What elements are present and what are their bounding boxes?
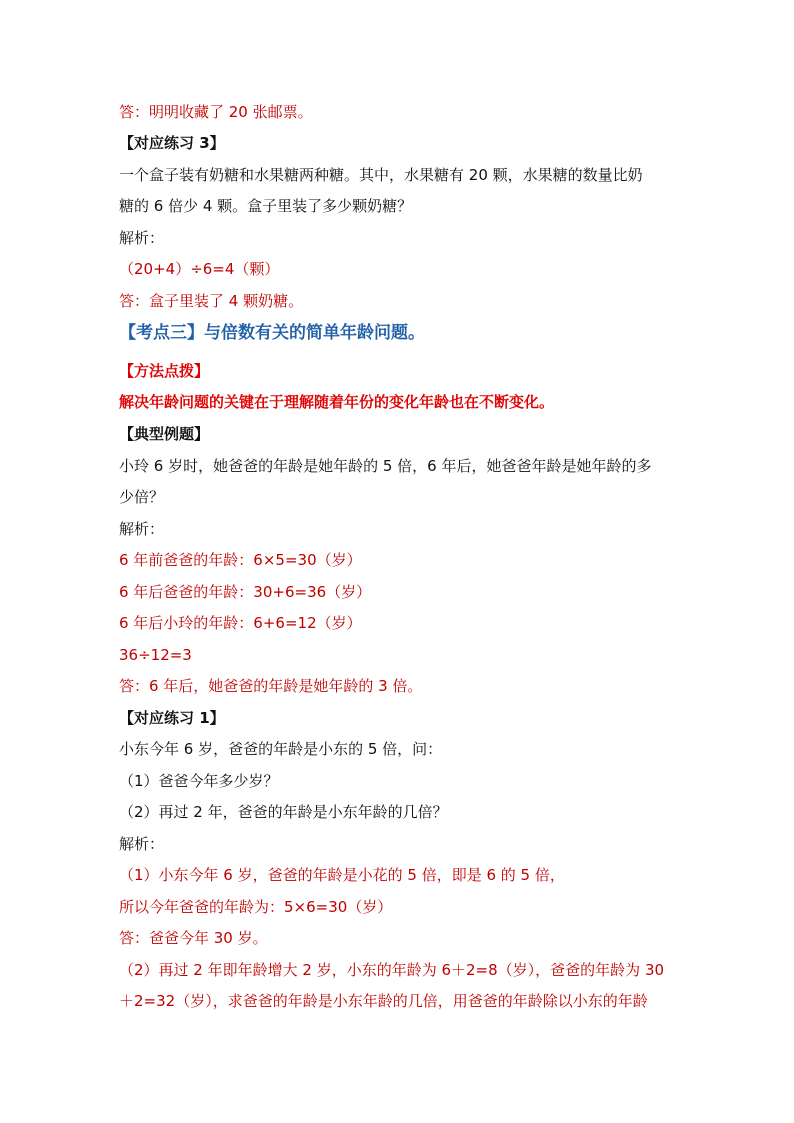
solution-line: 36÷12=3 — [119, 646, 192, 664]
problem-text-line: 少倍？ — [119, 488, 165, 506]
analysis-label: 解析： — [119, 835, 165, 853]
answer-line: 答：6 年后，她爸爸的年龄是她年龄的 3 倍。 — [119, 677, 423, 695]
method-text: 解决年龄问题的关键在于理解随着年份的变化年龄也在不断变化。 — [119, 393, 555, 411]
problem-text-line: 糖的 6 倍少 4 颗。盒子里装了多少颗奶糖？ — [119, 197, 413, 215]
example-heading: 【典型例题】 — [119, 425, 210, 443]
problem-question-1: （1）爸爸今年多少岁？ — [119, 772, 279, 790]
section-heading-practice-3: 【对应练习 3】 — [119, 134, 225, 152]
section-heading-practice-1: 【对应练习 1】 — [119, 709, 225, 727]
solution-line: （20+4）÷6=4（颗） — [119, 260, 280, 278]
problem-text-line: 小东今年 6 岁，爸爸的年龄是小东的 5 倍，问： — [119, 740, 443, 758]
answer-line: 答：爸爸今年 30 岁。 — [119, 929, 268, 947]
analysis-label: 解析： — [119, 520, 165, 538]
solution-line: ＋2=32（岁），求爸爸的年龄是小东年龄的几倍，用爸爸的年龄除以小东的年龄 — [119, 992, 648, 1010]
solution-line: 6 年后爸爸的年龄：30+6=36（岁） — [119, 583, 372, 601]
solution-line: （2）再过 2 年即年龄增大 2 岁，小东的年龄为 6＋2=8（岁），爸爸的年龄为 30 — [119, 961, 665, 979]
problem-question-2: （2）再过 2 年，爸爸的年龄是小东年龄的几倍？ — [119, 803, 448, 821]
method-heading: 【方法点拨】 — [119, 362, 210, 380]
problem-text-line: 小玲 6 岁时，她爸爸的年龄是她年龄的 5 倍，6 年后，她爸爸年龄是她年龄的多 — [119, 457, 652, 475]
solution-line: 6 年后小玲的年龄：6+6=12（岁） — [119, 614, 362, 632]
analysis-label: 解析： — [119, 229, 165, 247]
answer-line: 答：盒子里装了 4 颗奶糖。 — [119, 292, 304, 310]
solution-line: （1）小东今年 6 岁，爸爸的年龄是小花的 5 倍，即是 6 的 5 倍， — [119, 866, 565, 884]
key-point-heading: 【考点三】与倍数有关的简单年龄问题。 — [119, 323, 425, 343]
answer-line-stamps: 答：明明收藏了 20 张邮票。 — [119, 103, 313, 121]
problem-text-line: 一个盒子装有奶糖和水果糖两种糖。其中，水果糖有 20 颗，水果糖的数量比奶 — [119, 166, 643, 184]
solution-line: 6 年前爸爸的年龄：6×5=30（岁） — [119, 551, 362, 569]
solution-line: 所以今年爸爸的年龄为：5×6=30（岁） — [119, 898, 393, 916]
